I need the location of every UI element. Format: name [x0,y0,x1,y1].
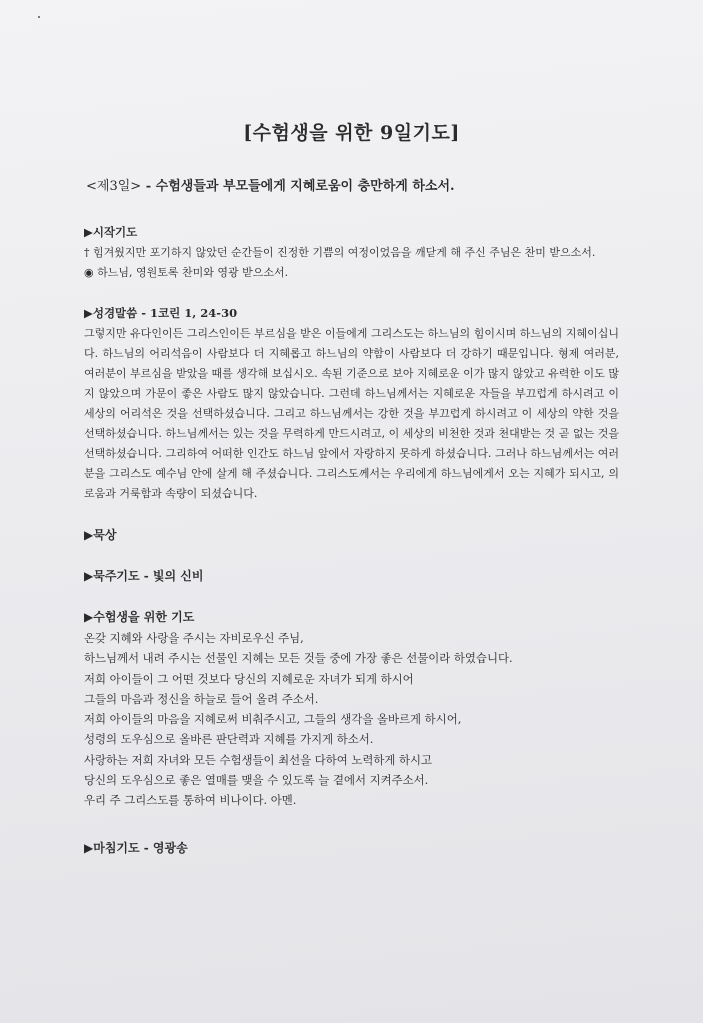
opening-prayer-line: † 힘겨웠지만 포기하지 않았던 순간들이 진정한 기쁨의 여정이었음을 깨닫게 해 주신 주님은 찬미 받으소서. [84,246,596,259]
document-title: [수험생을 위한 9일기도] [243,122,460,144]
prayer-line: 우리 주 그리스도를 통하여 비나이다. 아멘. [84,793,297,808]
closing-prayer-heading: ▶마침기도 - 영광송 [84,840,188,855]
scripture-section [84,305,619,504]
opening-prayer-heading: ▶시작기도 [84,225,138,239]
student-prayer-heading: ▶수험생을 위한 기도 [84,610,195,624]
subtitle-text: - 수험생들과 부모들에게 지혜로움이 충만하게 하소서. [145,179,455,194]
rosary-section [84,567,619,584]
prayer-line: 당신의 도우심으로 좋은 열매를 맺을 수 있도록 늘 곁에서 지켜주소서. [84,773,429,788]
meditation-heading: ▶묵상 [84,528,117,542]
day-label: <제3일> [86,179,142,194]
opening-prayer-section [84,224,619,283]
paper-mark [38,16,40,18]
opening-prayer-line: ◉ 하느님, 영원토록 찬미와 영광 받으소서. [84,266,289,279]
meditation-section [84,526,619,543]
closing-prayer-section [84,839,619,856]
rosary-heading: ▶묵주기도 - 빛의 신비 [84,569,204,583]
prayer-line: 온갖 지혜와 사랑을 주시는 자비로우신 주님, [84,631,304,645]
prayer-line: 저희 아이들의 마음을 지혜로써 비춰주시고, 그들의 생각을 올바르게 하시어, [84,712,462,727]
scripture-body: 그렇지만 유다인이든 그리스인이든 부르심을 받은 이들에게 그리스도는 하느님의 힘이시며 하느님의 지혜이십니다. 하느님의 어리석음이 사람보다 더 지혜롭고 하느님의 약함이 사람보다 더 강하기 때문입니다. 형제 여러분, 여러분이 부르심을 받았을 때를 생각해 보십시오. 속된 기준으로 보아 지혜로운 이가 많지 않았고 유력한 이도 많지 않았으며 가문이 좋은 사람도 많지 않았습니다. 그런데 하느님께서는 지혜로운 자들을 부끄럽게 하시려고 이 세상의 어리석은 것을 선택하셨습니다. 그리고 하느님께서는 강한 것을 부끄럽게 하시려고 이 세상의 약한 것을 선택하셨습니다. 하느님께서는 있는 것을 무력하게 만드시려고, 이 세상의 비천한 것과 천대받는 것 곧 없는 것을 선택하셨습니다. 그리하여 어떠한 인간도 하느님 앞에서 자랑하지 못하게 하셨습니다. 그러나 하느님께서는 여러분을 그리스도 예수님 안에 살게 해 주셨습니다. 그리스도께서는 우리에게 하느님에게서 오는 지혜가 되시고, 의로움과 거룩함과 속량이 되셨습니다. [84,327,619,500]
prayer-line: 하느님께서 내려 주시는 선물인 지혜는 모든 것들 중에 가장 좋은 선물이라 하였습니다. [84,651,513,666]
prayer-line: 성령의 도우심으로 올바른 판단력과 지혜를 가지게 하소서. [84,732,374,747]
prayer-line: 저희 아이들이 그 어떤 것보다 당신의 지혜로운 자녀가 되게 하시어 [84,671,414,686]
prayer-line: 사랑하는 저희 자녀와 모든 수험생들이 최선을 다하여 노력하게 하시고 [84,752,433,767]
document-subtitle [84,175,619,194]
prayer-line: 그들의 마음과 정신을 하늘로 들어 올려 주소서. [84,691,319,706]
scripture-heading: ▶성경말씀 - 1코린 1, 24-30 [84,306,238,320]
student-prayer-section [84,608,619,811]
student-prayer-body [84,628,619,811]
